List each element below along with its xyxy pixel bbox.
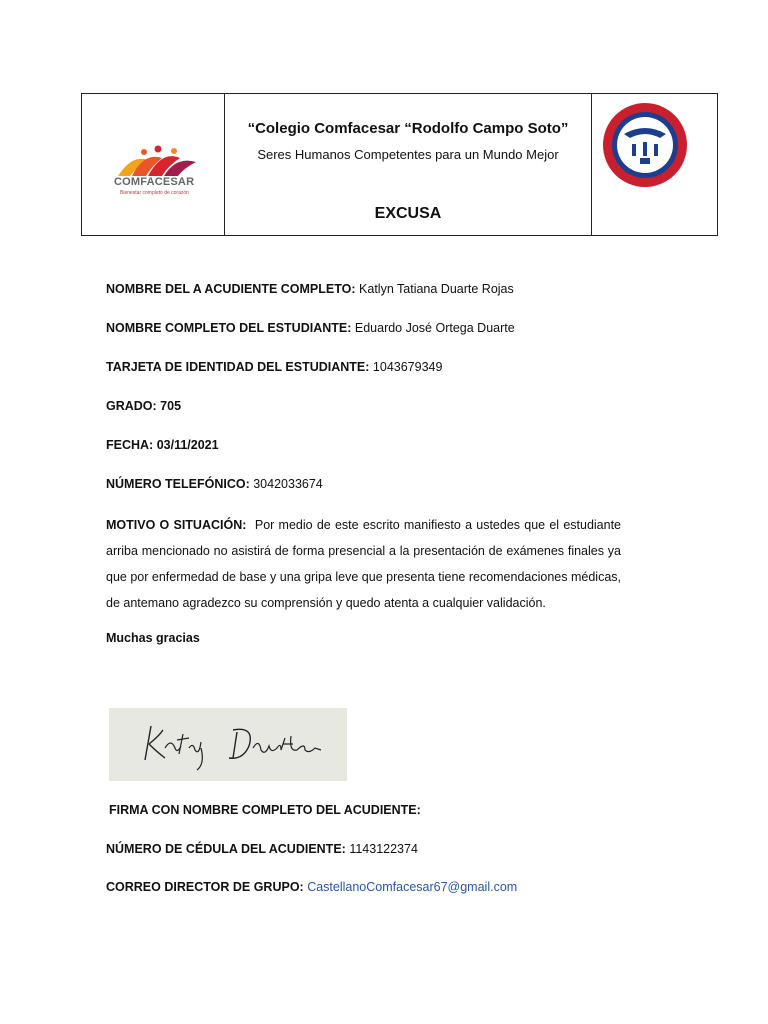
comfacesar-logo-icon xyxy=(114,142,202,178)
student-id-label: TARJETA DE IDENTIDAD DEL ESTUDIANTE: xyxy=(106,360,370,374)
motivo-text: Por medio de este escrito manifiesto a ustedes que el estudiante arriba mencionado no asistirá de forma presencial a la presentación de exámenes finales ya que por enfermedad de base y una gripa leve que presenta tiene recomendaciones médicas, de antemano agradezco su comprensión y quedo atenta a cualquier validación. xyxy=(106,518,621,610)
school-seal-icon xyxy=(602,102,688,188)
cedula-label: NÚMERO DE CÉDULA DEL ACUDIENTE: xyxy=(106,842,346,856)
phone-label: NÚMERO TELEFÓNICO: xyxy=(106,477,250,491)
phone-value: 3042033674 xyxy=(253,477,323,491)
school-motto: Seres Humanos Competentes para un Mundo Mejor xyxy=(257,147,559,162)
motivo-paragraph xyxy=(106,512,621,616)
signature-label: FIRMA CON NOMBRE COMPLETO DEL ACUDIENTE: xyxy=(109,803,421,817)
grade-label: GRADO: 705 xyxy=(106,399,182,413)
school-info-cell xyxy=(225,94,592,235)
signature-label-row xyxy=(109,803,421,817)
signature-image xyxy=(109,708,347,781)
grade-row xyxy=(106,399,181,413)
phone-row xyxy=(106,477,323,491)
guardian-name-label: NOMBRE DEL A ACUDIENTE COMPLETO: xyxy=(106,282,356,296)
signature-strokes xyxy=(109,708,347,781)
email-label: CORREO DIRECTOR DE GRUPO: xyxy=(106,880,304,894)
email-row xyxy=(106,880,517,894)
guardian-name-row xyxy=(106,282,514,296)
email-link[interactable]: CastellanoComfacesar67@gmail.com xyxy=(307,880,518,894)
document-title: EXCUSA xyxy=(374,205,442,222)
date-label: FECHA: 03/11/2021 xyxy=(106,438,219,452)
student-id-row xyxy=(106,360,442,374)
comfacesar-logo-cell xyxy=(82,94,225,235)
letterhead xyxy=(81,93,718,236)
logo-wordmark: COMFACESAR xyxy=(114,176,195,188)
cedula-row xyxy=(106,842,418,856)
date-row xyxy=(106,438,219,452)
student-name-label: NOMBRE COMPLETO DEL ESTUDIANTE: xyxy=(106,321,352,335)
motivo-label: MOTIVO O SITUACIÓN: xyxy=(106,518,247,532)
school-name: “Colegio Comfacesar “Rodolfo Campo Soto” xyxy=(247,120,569,137)
student-name-row xyxy=(106,321,515,335)
student-name-value: Eduardo José Ortega Duarte xyxy=(354,321,515,335)
guardian-name-value: Katlyn Tatiana Duarte Rojas xyxy=(359,282,514,296)
logo-tagline: Bienestar completo de corazón xyxy=(120,190,189,196)
cedula-value: 1143122374 xyxy=(349,842,418,856)
closing-text: Muchas gracias xyxy=(106,631,200,645)
student-id-value: 1043679349 xyxy=(372,360,443,374)
school-seal-cell xyxy=(592,94,717,235)
